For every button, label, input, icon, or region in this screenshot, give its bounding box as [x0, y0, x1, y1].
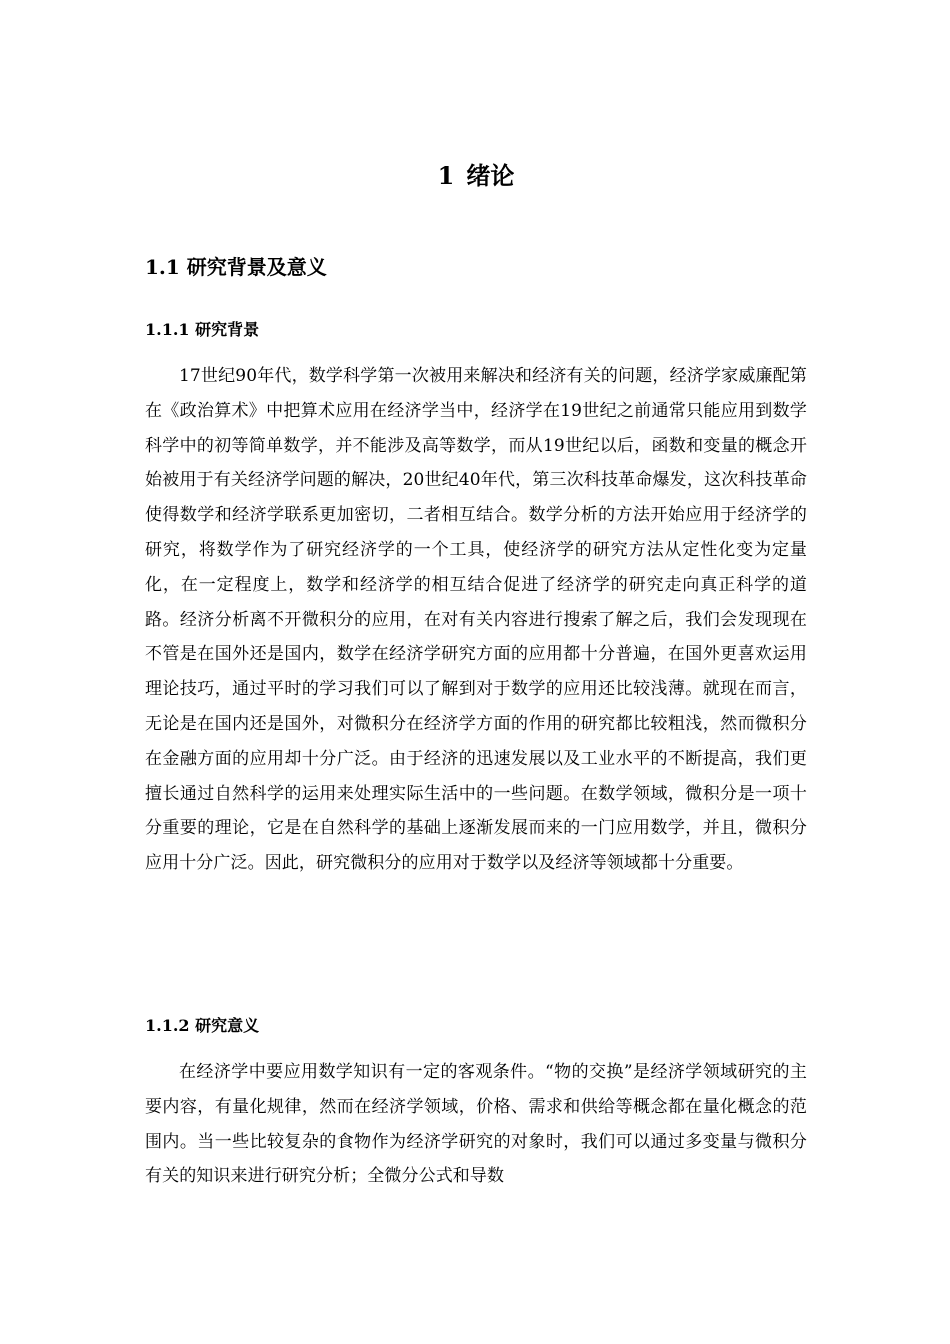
chapter-title: [145, 156, 807, 196]
paragraph-research-background: 17世纪90年代，数学科学第一次被用来解决和经济有关的问题，经济学家威廉配第在《政治算术》中把算术应用在经济学当中，经济学在19世纪之前通常只能应用到数学科学中的初等简单数学，并不能涉及高等数学，而从19世纪以后，函数和变量的概念开始被用于有关经济学问题的解决，20世纪40年代，第三次科技革命爆发，这次科技革命使得数学和经济学联系更加密切，二者相互结合。数学分析的方法开始应用于经济学的研究，将数学作为了研究经济学的一个工具，使经济学的研究方法从定性化变为定量化，在一定程度上，数学和经济学的相互结合促进了经济学的研究走向真正科学的道路。经济分析离不开微积分的应用，在对有关内容进行搜索了解之后，我们会发现现在不管是在国外还是国内，数学在经济学研究方面的应用都十分普遍，在国外更喜欢运用理论技巧，通过平时的学习我们可以了解到对于数学的应用还比较浅薄。就现在而言，无论是在国内还是国外，对微积分在经济学方面的作用的研究都比较粗浅，然而微积分在金融方面的应用却十分广泛。由于经济的迅速发展以及工业水平的不断提高，我们更擅长通过自然科学的运用来处理实际生活中的一些问题。在数学领域，微积分是一项十分重要的理论，它是在自然科学的基础上逐渐发展而来的一门应用数学，并且，微积分应用十分广泛。因此，研究微积分的应用对于数学以及经济等领域都十分重要。: [145, 366, 807, 874]
chapter-number: 1: [437, 161, 455, 190]
section-title-1-1: 1.1 研究背景及意义: [145, 255, 327, 279]
paragraph-research-significance: 在经济学中要应用数学知识有一定的客观条件。“物的交换”是经济学领域研究的主要内容，有量化规律，然而在经济学领域，价格、需求和供给等概念都在量化概念的范围内。当一些比较复杂的食物作为经济学研究的对象时，我们可以通过多变量与微积分有关的知识来进行研究分析；全微分公式和导数: [145, 1062, 807, 1187]
chapter-title-text: 绪论: [466, 161, 515, 190]
subsection-title-1-1-1: 1.1.1 研究背景: [145, 320, 260, 339]
subsection-title-1-1-2: 1.1.2 研究意义: [145, 1016, 260, 1035]
